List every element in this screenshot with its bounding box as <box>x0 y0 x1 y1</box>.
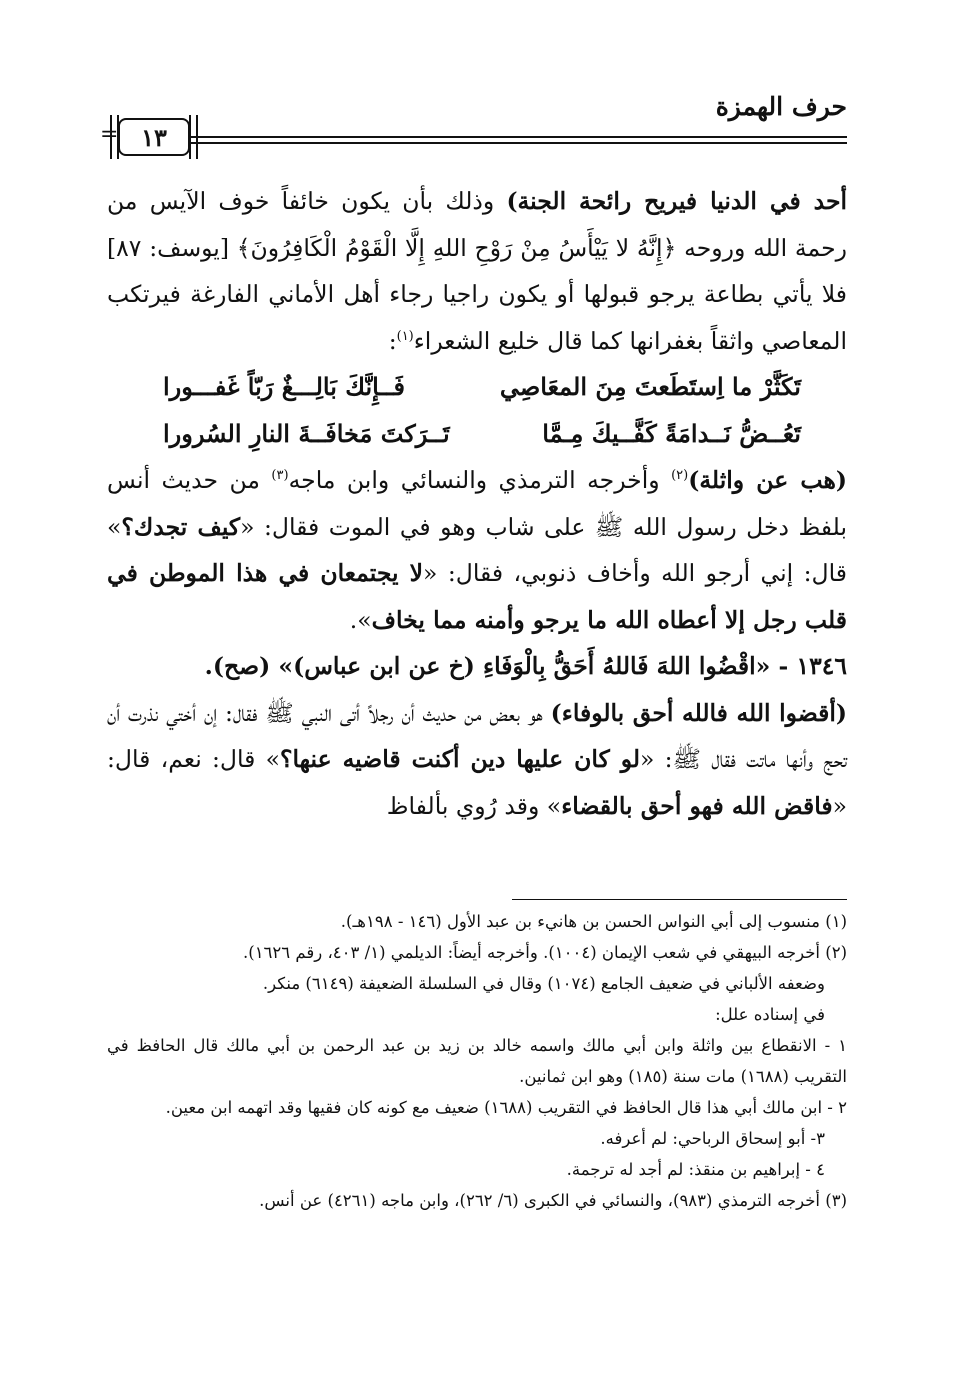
quote: فاقض الله فهو أحق بالقضاء <box>561 791 833 820</box>
main-text <box>107 178 847 829</box>
commentary: ». <box>349 605 372 634</box>
poem-line-1 <box>107 364 847 411</box>
footnote-2-cont: وضعفه الألباني في ضعيف الجامع (١٠٧٤) وقال في السلسلة الضعيفة (٦١٤٩) منكر. <box>262 974 825 993</box>
commentary: هو بعض من حديث أن رجلاً أتى النبي ﷺ فقال: إن أختي نذرت أن تحج وأنها ماتت فقال ﷺ: « <box>107 698 848 773</box>
poem-hemistich-2a: تَعُــضُّ نَــدامَةً كَفَّــيكَ مِـمَّا <box>542 418 801 448</box>
quote: كيف تجدك؟ <box>121 512 241 541</box>
footnote-2-item-4: ٤ - إبراهيم بن منقذ: لم أجد له ترجمة. <box>566 1160 825 1179</box>
commentary: » وقد رُوي بألفاظ <box>386 791 562 820</box>
header-rule <box>190 136 847 144</box>
footnote-1: (١) منسوب إلى أبي النواس الحسن بن هانيء بن عبد الأول (١٤٦ - ١٩٨هـ). <box>340 912 847 931</box>
poem-hemistich-1a: تَكَثَّرْ ما اِستَطَعتَ مِنَ المعَاصِي <box>499 372 801 401</box>
quote: لا يجتمعان في هذا الموطن في قلب رجل إلا أعطاه الله ما يرجو وأمنه مما يخاف <box>107 559 847 634</box>
poem <box>107 364 847 457</box>
footnotes <box>107 906 847 1216</box>
poem-hemistich-1b: فَــإِنَّكَ بَالِـــغٌ رَبّاً غَفـــورا <box>163 372 406 401</box>
header-mark: = <box>100 122 119 147</box>
poem-hemistich-2b: تَــرَكتَ مَخافَــةَ النارِ السُرورا <box>163 418 450 448</box>
hadith-text: (أقضوا الله فالله أحق بالوفاء) <box>550 698 848 727</box>
footnote-ref-3[interactable]: (٣) <box>271 468 289 484</box>
hadith-1346: ١٣٤٦ - «اقْضُوا اللهَ فَاللهُ أَحَقُّ بِالْوَفَاءِ (خ عن ابن عباس)» (صح). <box>204 652 847 680</box>
paragraph-1 <box>107 178 847 364</box>
colon: : <box>388 326 397 355</box>
paragraph-2 <box>107 457 847 643</box>
footnote-2-item-1: ١ - الانقطاع بين واثلة وابن أبي مالك واسمه خالد بن زيد بن عبد الرحمن بن أبي مالك قال الحافظ في التقريب (١٦٨٨) مات سنة (١٨٥) وهو ابن ثمانين. <box>107 1036 847 1086</box>
page-number: ١٣ <box>118 118 190 156</box>
footnote-2-cont: في إسناده علل: <box>715 1005 825 1024</box>
running-title: حرف الهمزة <box>715 92 847 121</box>
paragraph-4 <box>107 690 847 830</box>
commentary: من حديث أنس بلفظ دخل رسول الله ﷺ على شاب وهو في الموت فقال: « <box>107 466 847 541</box>
footnote-3: (٣) أخرجه الترمذي (٩٨٣)، والنسائي في الكبرى (٦/ ٢٦٢)، وابن ماجه (٤٢٦١) عن أنس. <box>259 1191 847 1210</box>
commentary: وأخرجه الترمذي والنسائي وابن ماجه <box>288 466 672 494</box>
footnote-2-item-3: ٣- أبو إسحاق الرباحي: لم أعرفه. <box>600 1129 825 1148</box>
footnote-2: (٢) أخرجه البيهقي في شعب الإيمان (١٠٠٤). وأخرجه أيضاً: الديلمي (١/ ٤٠٣، رقم ١٦٢٦). <box>243 943 847 962</box>
footnote-ref-1[interactable]: (١) <box>396 328 414 344</box>
source-ref: (هب عن واثلة) <box>688 466 847 494</box>
footnote-divider <box>512 899 847 900</box>
footnote-2-item-2: ٢ - ابن مالك أبي هذا قال الحافظ في التقريب (١٦٨٨) ضعيف مع كونه كان فقيها وقد اتهمه ابن معين. <box>165 1098 847 1117</box>
footnote-ref-2[interactable]: (٢) <box>671 468 689 484</box>
commentary: » قال: إني أرجو الله وأخاف ذنوبي، فقال: « <box>107 512 847 587</box>
poem-line-2 <box>107 411 847 458</box>
commentary: وذلك بأن يكون خائفاً خوف الآيس من رحمة الله وروحه ﴿إِنَّهُ لا يَيْأَسُ مِنْ رَوْحِ اللهِ إِلَّا الْقَوْمُ الْكَافِرُونَ﴾ [يوسف: ٨٧] فلا يأتي بطاعة يرجو قبولها أو يكون راجيا رجاء أهل الأماني الفارغة فيرتكب المعاصي واثقاً بغفرانها كما قال خليع الشعراء <box>107 187 847 355</box>
commentary: » قال: نعم، قال: « <box>107 745 847 820</box>
hadith-text: أحد في الدنيا فيريح رائحة الجنة) <box>506 187 847 215</box>
quote: لو كان عليها دين أكنت قاضيه عنها؟ <box>280 745 641 773</box>
